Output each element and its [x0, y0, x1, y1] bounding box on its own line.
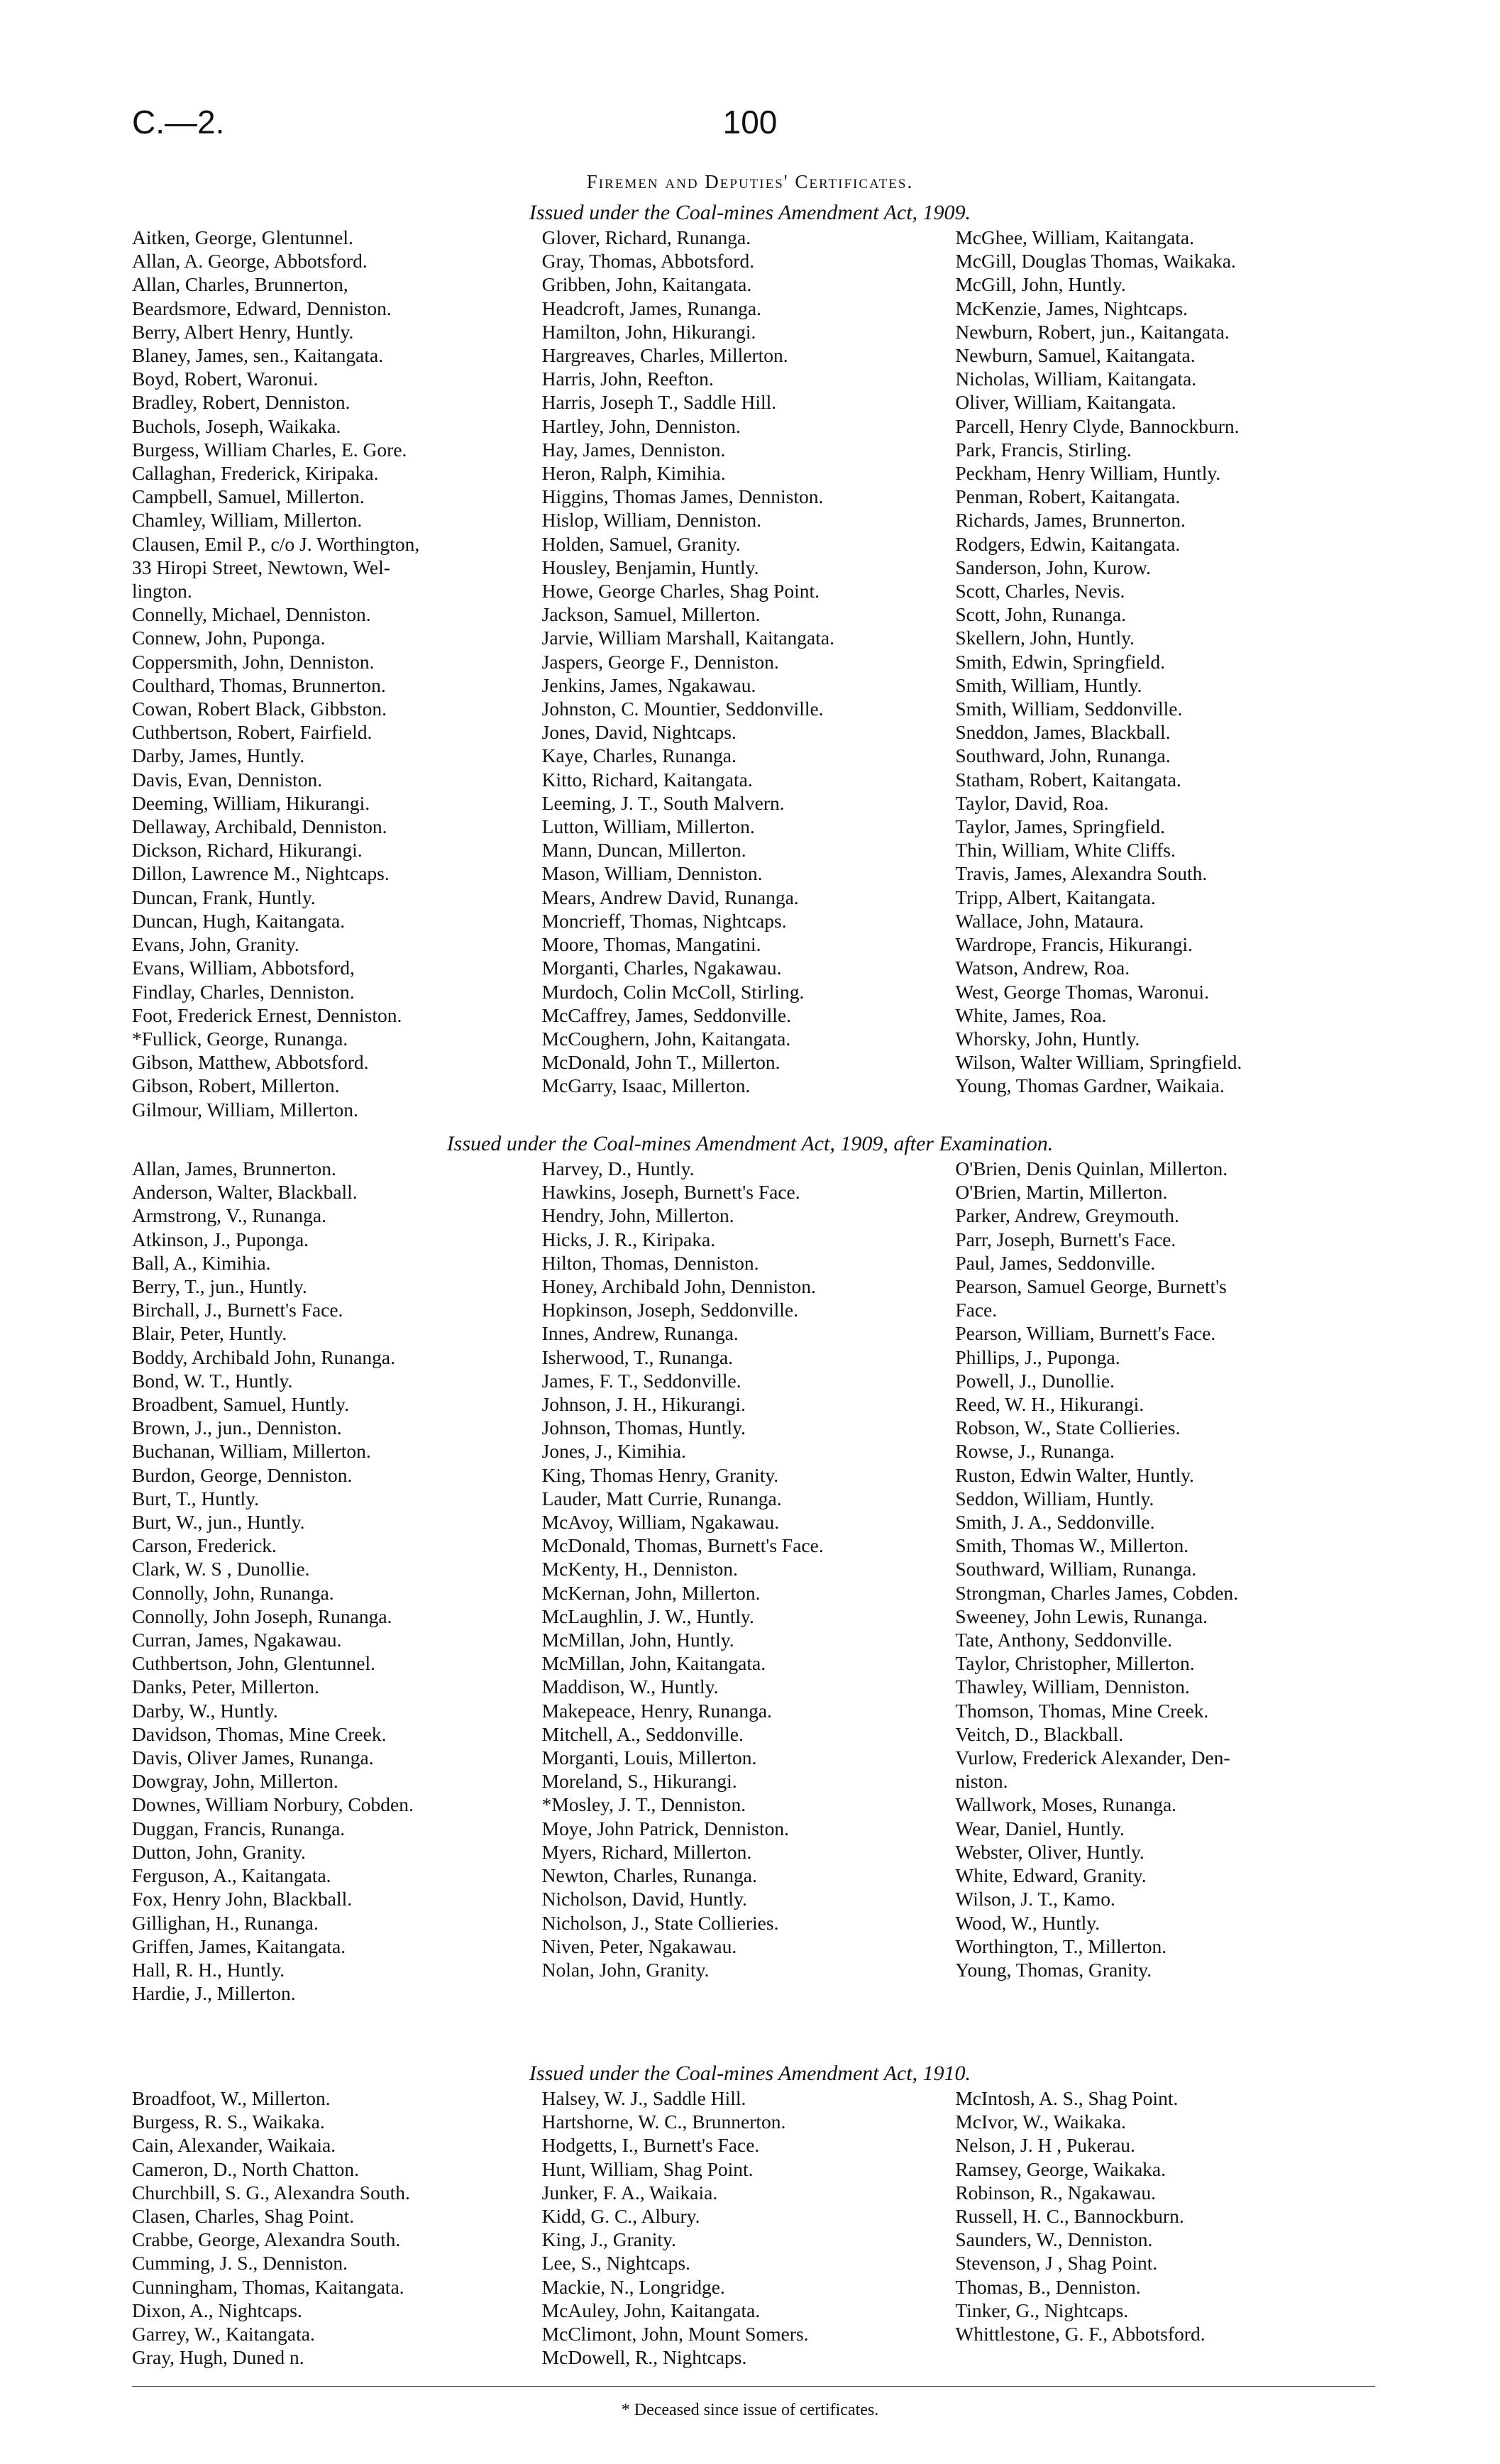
certificate-holder-entry: Thin, William, White Cliffs. — [955, 839, 1176, 862]
certificate-holder-entry: Heron, Ralph, Kimihia. — [541, 462, 726, 485]
certificate-holder-entry: Wallwork, Moses, Runanga. — [955, 1793, 1177, 1816]
certificate-holder-entry: Boddy, Archibald John, Runanga. — [132, 1346, 395, 1368]
certificate-holder-entry: Morganti, Louis, Millerton. — [541, 1747, 757, 1769]
certificate-holder-entry: Thawley, William, Denniston. — [955, 1676, 1190, 1698]
certificate-holder-entry: Hendry, John, Millerton. — [541, 1204, 734, 1227]
certificate-holder-entry: Robinson, R., Ngakawau. — [955, 2181, 1156, 2204]
certificate-holder-entry: Parcell, Henry Clyde, Bannockburn. — [955, 414, 1240, 437]
certificate-holder-entry: Isherwood, T., Runanga. — [541, 1346, 734, 1368]
certificate-holder-entry: Blair, Peter, Huntly. — [132, 1322, 287, 1345]
certificate-holder-entry: *Mosley, J. T., Denniston. — [541, 1793, 746, 1816]
certificate-holder-entry: Taylor, David, Roa. — [955, 791, 1109, 814]
certificate-holder-entry: Cumming, J. S., Denniston. — [132, 2252, 348, 2275]
certificate-holder-entry: Headcroft, James, Runanga. — [541, 297, 761, 319]
certificate-holder-entry: Blaney, James, sen., Kaitangata. — [132, 344, 384, 367]
certificate-holder-entry: Deeming, William, Hikurangi. — [132, 791, 370, 814]
name-list-column-3 — [955, 226, 1381, 1121]
certificate-holder-entry: Atkinson, J., Puponga. — [132, 1228, 309, 1250]
certificate-holder-entry: Bradley, Robert, Denniston. — [132, 391, 351, 414]
certificate-holder-entry: Higgins, Thomas James, Denniston. — [541, 485, 824, 508]
certificate-holder-entry: Nolan, John, Granity. — [541, 1958, 710, 1981]
certificate-holder-entry: Burt, W., jun., Huntly. — [132, 1511, 305, 1534]
certificate-holder-entry: Sweeney, John Lewis, Runanga. — [955, 1605, 1208, 1627]
certificate-holder-entry: Moye, John Patrick, Denniston. — [541, 1817, 789, 1839]
page-number: 100 — [722, 104, 778, 141]
certificate-holder-entry: Thomson, Thomas, Mine Creek. — [955, 1699, 1209, 1722]
certificate-holder-entry: Murdoch, Colin McColl, Stirling. — [541, 980, 805, 1003]
certificate-holder-entry: Dillon, Lawrence M., Nightcaps. — [132, 862, 390, 885]
certificate-holder-entry: Moreland, S., Hikurangi. — [541, 1770, 737, 1793]
certificate-holder-entry: Maddison, W., Huntly. — [541, 1676, 719, 1698]
certificate-holder-entry: Lee, S., Nightcaps. — [541, 2252, 690, 2275]
certificate-holder-entry: Honey, Archibald John, Denniston. — [541, 1275, 816, 1298]
certificate-holder-entry: Ball, A., Kimihia. — [132, 1251, 271, 1274]
certificate-holder-entry: Wear, Daniel, Huntly. — [955, 1817, 1125, 1839]
certificate-holder-entry: Holden, Samuel, Granity. — [541, 532, 741, 555]
certificate-holder-entry: Jarvie, William Marshall, Kaitangata. — [541, 627, 834, 649]
certificate-holder-entry: Saunders, W., Denniston. — [955, 2228, 1153, 2251]
certificate-holder-entry: Allan, A. George, Abbotsford. — [132, 250, 368, 273]
certificate-holder-entry: Hodgetts, I., Burnett's Face. — [541, 2134, 760, 2157]
certificate-holder-entry: Garrey, W., Kaitangata. — [132, 2323, 315, 2345]
certificate-holder-entry: Hardie, J., Millerton. — [132, 1982, 296, 2005]
footnote-divider — [132, 2386, 1375, 2387]
certificate-holder-entry: Davis, Evan, Denniston. — [132, 768, 323, 791]
certificate-holder-entry: Taylor, James, Springfield. — [955, 815, 1165, 838]
certificate-holder-entry: Burdon, George, Denniston. — [132, 1463, 353, 1486]
certificate-holder-entry: *Fullick, George, Runanga. — [132, 1027, 348, 1050]
certificate-holder-entry: Ferguson, A., Kaitangata. — [132, 1864, 331, 1887]
certificate-holder-entry: Gribben, John, Kaitangata. — [541, 273, 752, 296]
certificate-holder-entry: Young, Thomas, Granity. — [955, 1958, 1152, 1981]
certificate-holder-entry: Russell, H. C., Bannockburn. — [955, 2205, 1184, 2228]
certificate-holder-entry: Allan, Charles, Brunnerton, — [132, 273, 348, 296]
certificate-holder-entry: Cain, Alexander, Waikaia. — [132, 2134, 336, 2157]
certificate-holder-entry: McGarry, Isaac, Millerton. — [541, 1074, 751, 1097]
certificate-holder-entry: Dutton, John, Granity. — [132, 1840, 306, 1863]
certificate-holder-entry: Paul, James, Seddonville. — [955, 1251, 1156, 1274]
name-list-column-1 — [132, 226, 542, 1121]
certificate-holder-entry: Kaye, Charles, Runanga. — [541, 744, 737, 767]
certificate-holder-entry: Gibson, Robert, Millerton. — [132, 1074, 340, 1097]
certificate-holder-entry: Tinker, G., Nightcaps. — [955, 2299, 1129, 2321]
section-1909-examination — [132, 1157, 1381, 2005]
certificate-holder-entry: Smith, William, Huntly. — [955, 673, 1142, 696]
certificate-holder-entry: Mann, Duncan, Millerton. — [541, 839, 746, 862]
certificate-holder-entry: Davis, Oliver James, Runanga. — [132, 1747, 374, 1769]
certificate-holder-entry: Burgess, R. S., Waikaka. — [132, 2111, 325, 2133]
certificate-holder-entry: Downes, William Norbury, Cobden. — [132, 1793, 414, 1816]
certificate-holder-entry: Nelson, J. H , Pukerau. — [955, 2134, 1135, 2157]
certificate-holder-entry: Churchbill, S. G., Alexandra South. — [132, 2181, 410, 2204]
certificate-holder-entry: McLaughlin, J. W., Huntly. — [541, 1605, 754, 1627]
certificate-holder-entry: Hislop, William, Denniston. — [541, 509, 761, 532]
certificate-holder-entry: Connelly, Michael, Denniston. — [132, 603, 371, 626]
certificate-holder-entry: Howe, George Charles, Shag Point. — [541, 580, 820, 603]
certificate-holder-entry: McCoughern, John, Kaitangata. — [541, 1027, 791, 1050]
certificate-holder-entry: Danks, Peter, Millerton. — [132, 1676, 319, 1698]
certificate-holder-entry: Burt, T., Huntly. — [132, 1487, 260, 1509]
certificate-holder-entry: McGhee, William, Kaitangata. — [955, 226, 1195, 248]
certificate-holder-entry: Newburn, Samuel, Kaitangata. — [955, 344, 1196, 367]
certificate-holder-entry: Cuthbertson, John, Glentunnel. — [132, 1652, 375, 1675]
certificate-holder-entry: Coppersmith, John, Denniston. — [132, 650, 375, 673]
certificate-holder-entry: Makepeace, Henry, Runanga. — [541, 1699, 772, 1722]
certificate-holder-entry: Fox, Henry John, Blackball. — [132, 1888, 353, 1910]
certificate-holder-entry: Jackson, Samuel, Millerton. — [541, 603, 761, 626]
certificate-holder-entry: Park, Francis, Stirling. — [955, 438, 1132, 461]
certificate-holder-entry: Vurlow, Frederick Alexander, Den- — [955, 1747, 1230, 1769]
certificate-holder-entry: Tripp, Albert, Kaitangata. — [955, 886, 1156, 908]
certificate-holder-entry: King, Thomas Henry, Granity. — [541, 1463, 779, 1486]
certificate-holder-entry: Connew, John, Puponga. — [132, 627, 326, 649]
certificate-holder-entry: White, James, Roa. — [955, 1003, 1107, 1026]
certificate-holder-entry: lington. — [132, 580, 192, 603]
certificate-holder-entry: Morganti, Charles, Ngakawau. — [541, 957, 782, 979]
page-header — [0, 103, 1500, 145]
certificate-holder-entry: Duggan, Francis, Runanga. — [132, 1817, 346, 1839]
certificate-holder-entry: Travis, James, Alexandra South. — [955, 862, 1208, 885]
certificate-holder-entry: Duncan, Hugh, Kaitangata. — [132, 909, 346, 932]
certificate-holder-entry: Newton, Charles, Runanga. — [541, 1864, 757, 1887]
certificate-holder-entry: Newburn, Robert, jun., Kaitangata. — [955, 320, 1230, 343]
certificate-holder-entry: Cameron, D., North Chatton. — [132, 2157, 360, 2180]
certificate-holder-entry: Face. — [955, 1299, 998, 1321]
certificate-holder-entry: Buchanan, William, Millerton. — [132, 1440, 371, 1463]
section-1910 — [132, 2086, 1381, 2369]
certificate-holder-entry: Stevenson, J , Shag Point. — [955, 2252, 1158, 2275]
certificate-holder-entry: Harvey, D., Huntly. — [541, 1157, 695, 1179]
certificate-holder-entry: Darby, James, Huntly. — [132, 744, 305, 767]
certificate-holder-entry: Crabbe, George, Alexandra South. — [132, 2228, 401, 2251]
certificate-holder-entry: Wilson, Walter William, Springfield. — [955, 1051, 1242, 1074]
certificate-holder-entry: McDowell, R., Nightcaps. — [541, 2346, 747, 2369]
certificate-holder-entry: Tate, Anthony, Seddonville. — [955, 1629, 1172, 1651]
certificate-holder-entry: Lutton, William, Millerton. — [541, 815, 755, 838]
certificate-holder-entry: Halsey, W. J., Saddle Hill. — [541, 2087, 746, 2109]
certificate-holder-entry: McKenzie, James, Nightcaps. — [955, 297, 1188, 319]
certificate-holder-entry: Scott, John, Runanga. — [955, 603, 1126, 626]
certificate-holder-entry: Wardrope, Francis, Hikurangi. — [955, 933, 1193, 956]
certificate-holder-entry: Skellern, John, Huntly. — [955, 627, 1135, 649]
certificate-holder-entry: Niven, Peter, Ngakawau. — [541, 1935, 737, 1957]
certificate-holder-entry: Myers, Richard, Millerton. — [541, 1840, 752, 1863]
certificate-holder-entry: Findlay, Charles, Denniston. — [132, 980, 355, 1003]
certificate-holder-entry: Moore, Thomas, Mangatini. — [541, 933, 761, 956]
certificate-holder-entry: White, Edward, Granity. — [955, 1864, 1147, 1887]
certificate-holder-entry: Jaspers, George F., Denniston. — [541, 650, 779, 673]
certificate-holder-entry: Hilton, Thomas, Denniston. — [541, 1251, 759, 1274]
certificate-holder-entry: Mason, William, Denniston. — [541, 862, 763, 885]
certificate-holder-entry: King, J., Granity. — [541, 2228, 676, 2251]
certificate-holder-entry: Brown, J., jun., Denniston. — [132, 1417, 342, 1439]
certificate-holder-entry: Gilmour, William, Millerton. — [132, 1098, 358, 1121]
certificate-holder-entry: Smith, William, Seddonville. — [955, 698, 1183, 720]
certificate-holder-entry: Coulthard, Thomas, Brunnerton. — [132, 673, 386, 696]
certificate-holder-entry: Parr, Joseph, Burnett's Face. — [955, 1228, 1176, 1250]
certificate-holder-entry: Jones, J., Kimihia. — [541, 1440, 686, 1463]
section-1909 — [132, 226, 1381, 1121]
certificate-holder-entry: Carson, Frederick. — [132, 1534, 277, 1557]
certificate-holder-entry: Rowse, J., Runanga. — [955, 1440, 1115, 1463]
certificate-holder-entry: Mitchell, A., Seddonville. — [541, 1722, 744, 1745]
certificate-holder-entry: Clausen, Emil P., c/o J. Worthington, — [132, 532, 420, 555]
certificate-holder-entry: Hartshorne, W. C., Brunnerton. — [541, 2111, 786, 2133]
certificate-holder-entry: Burgess, William Charles, E. Gore. — [132, 438, 407, 461]
certificate-holder-entry: Curran, James, Ngakawau. — [132, 1629, 342, 1651]
certificate-holder-entry: Smith, Edwin, Springfield. — [955, 650, 1165, 673]
page-reference: C.—2. — [132, 104, 225, 141]
certificate-holder-entry: Leeming, J. T., South Malvern. — [541, 791, 785, 814]
section-heading-1910: Issued under the Coal-mines Amendment Act, 1910. — [529, 2062, 971, 2085]
certificate-holder-entry: Jones, David, Nightcaps. — [541, 721, 737, 744]
section-columns — [132, 226, 1381, 1121]
certificate-holder-entry: Ramsey, George, Waikaka. — [955, 2157, 1166, 2180]
certificate-holder-entry: Richards, James, Brunnerton. — [955, 509, 1186, 532]
certificate-holder-entry: Webster, Oliver, Huntly. — [955, 1840, 1145, 1863]
certificate-holder-entry: Whorsky, John, Huntly. — [955, 1027, 1140, 1050]
certificate-holder-entry: Callaghan, Frederick, Kiripaka. — [132, 462, 379, 485]
certificate-holder-entry: Evans, William, Abbotsford, — [132, 957, 355, 979]
certificate-holder-entry: McKenty, H., Denniston. — [541, 1558, 738, 1580]
footnote: * Deceased since issue of certificates. — [621, 2401, 879, 2419]
certificate-holder-entry: Watson, Andrew, Roa. — [955, 957, 1130, 979]
certificate-holder-entry: McAuley, John, Kaitangata. — [541, 2299, 761, 2321]
certificate-holder-entry: Gibson, Matthew, Abbotsford. — [132, 1051, 369, 1074]
certificate-holder-entry: Dickson, Richard, Hikurangi. — [132, 839, 363, 862]
certificate-holder-entry: Rodgers, Edwin, Kaitangata. — [955, 532, 1181, 555]
certificate-holder-entry: Pearson, Samuel George, Burnett's — [955, 1275, 1227, 1298]
certificate-holder-entry: Allan, James, Brunnerton. — [132, 1157, 336, 1179]
certificate-holder-entry: Connolly, John, Runanga. — [132, 1581, 334, 1604]
name-list-column-3 — [955, 1157, 1381, 2005]
certificate-holder-entry: Hall, R. H., Huntly. — [132, 1958, 285, 1981]
certificate-holder-entry: Mears, Andrew David, Runanga. — [541, 886, 799, 908]
certificate-holder-entry: Wilson, J. T., Kamo. — [955, 1888, 1115, 1910]
certificate-holder-entry: Mackie, N., Longridge. — [541, 2275, 725, 2298]
certificate-holder-entry: Berry, T., jun., Huntly. — [132, 1275, 307, 1298]
certificate-holder-entry: Junker, F. A., Waikaia. — [541, 2181, 718, 2204]
certificate-holder-entry: Parker, Andrew, Greymouth. — [955, 1204, 1179, 1227]
certificate-holder-entry: O'Brien, Denis Quinlan, Millerton. — [955, 1157, 1228, 1179]
certificate-holder-entry: Chamley, William, Millerton. — [132, 509, 363, 532]
certificate-holder-entry: Lauder, Matt Currie, Runanga. — [541, 1487, 782, 1509]
certificate-holder-entry: McKernan, John, Millerton. — [541, 1581, 761, 1604]
certificate-holder-entry: Foot, Frederick Ernest, Denniston. — [132, 1003, 402, 1026]
certificate-holder-entry: Aitken, George, Glentunnel. — [132, 226, 353, 248]
certificate-holder-entry: Dixon, A., Nightcaps. — [132, 2299, 302, 2321]
certificate-holder-entry: Buchols, Joseph, Waikaka. — [132, 414, 341, 437]
certificate-holder-entry: James, F. T., Seddonville. — [541, 1369, 741, 1392]
certificate-holder-entry: Campbell, Samuel, Millerton. — [132, 485, 365, 508]
certificate-holder-entry: McMillan, John, Kaitangata. — [541, 1652, 766, 1675]
certificate-holder-entry: Strongman, Charles James, Cobden. — [955, 1581, 1239, 1604]
section-heading-1909-examination: Issued under the Coal-mines Amendment Act, 1909, after Examination. — [446, 1132, 1054, 1155]
certificate-holder-entry: Penman, Robert, Kaitangata. — [955, 485, 1181, 508]
certificate-holder-entry: O'Brien, Martin, Millerton. — [955, 1181, 1168, 1204]
certificate-holder-entry: Dellaway, Archibald, Denniston. — [132, 815, 387, 838]
certificate-holder-entry: Oliver, William, Kaitangata. — [955, 391, 1176, 414]
certificate-holder-entry: McClimont, John, Mount Somers. — [541, 2323, 809, 2345]
certificate-holder-entry: Cunningham, Thomas, Kaitangata. — [132, 2275, 404, 2298]
certificate-holder-entry: Hawkins, Joseph, Burnett's Face. — [541, 1181, 800, 1204]
certificate-holder-entry: West, George Thomas, Waronui. — [955, 980, 1209, 1003]
certificate-holder-entry: Hargreaves, Charles, Millerton. — [541, 344, 788, 367]
certificate-holder-entry: Birchall, J., Burnett's Face. — [132, 1299, 343, 1321]
certificate-holder-entry: Sanderson, John, Kurow. — [955, 556, 1151, 578]
certificate-holder-entry: Pearson, William, Burnett's Face. — [955, 1322, 1216, 1345]
certificate-holder-entry: Housley, Benjamin, Huntly. — [541, 556, 759, 578]
certificate-holder-entry: Armstrong, V., Runanga. — [132, 1204, 326, 1227]
certificate-holder-entry: Hunt, William, Shag Point. — [541, 2157, 754, 2180]
certificate-holder-entry: Jenkins, James, Ngakawau. — [541, 673, 756, 696]
certificate-holder-entry: Harris, Joseph T., Saddle Hill. — [541, 391, 777, 414]
section-columns — [132, 1157, 1381, 2005]
certificate-holder-entry: Southward, John, Runanga. — [955, 744, 1171, 767]
certificate-holder-entry: McMillan, John, Huntly. — [541, 1629, 734, 1651]
certificate-holder-entry: Nicholson, David, Huntly. — [541, 1888, 747, 1910]
certificate-holder-entry: Powell, J., Dunollie. — [955, 1369, 1115, 1392]
name-list-column-2 — [542, 226, 956, 1121]
certificate-holder-entry: Smith, Thomas W., Millerton. — [955, 1534, 1189, 1557]
name-list-column-1 — [132, 2086, 542, 2369]
certificate-holder-entry: Thomas, B., Denniston. — [955, 2275, 1141, 2298]
certificate-holder-entry: Young, Thomas Gardner, Waikaia. — [955, 1074, 1225, 1097]
certificate-holder-entry: Moncrieff, Thomas, Nightcaps. — [541, 909, 787, 932]
certificate-holder-entry: Gillighan, H., Runanga. — [132, 1911, 319, 1934]
certificate-holder-entry: Veitch, D., Blackball. — [955, 1722, 1124, 1745]
certificate-holder-entry: Bond, W. T., Huntly. — [132, 1369, 293, 1392]
certificate-holder-entry: Hicks, J. R., Kiripaka. — [541, 1228, 716, 1250]
certificate-holder-entry: Anderson, Walter, Blackball. — [132, 1181, 358, 1204]
certificate-holder-entry: McDonald, Thomas, Burnett's Face. — [541, 1534, 824, 1557]
certificate-holder-entry: McGill, John, Huntly. — [955, 273, 1126, 296]
name-list-column-3 — [955, 2086, 1381, 2369]
certificate-holder-entry: Innes, Andrew, Runanga. — [541, 1322, 739, 1345]
name-list-column-2 — [542, 1157, 956, 2005]
certificate-holder-entry: Ruston, Edwin Walter, Huntly. — [955, 1463, 1194, 1486]
certificate-holder-entry: Harris, John, Reefton. — [541, 368, 714, 390]
certificate-holder-entry: Sneddon, James, Blackball. — [955, 721, 1171, 744]
certificate-holder-entry: McGill, Douglas Thomas, Waikaka. — [955, 250, 1236, 273]
certificate-holder-entry: Johnson, J. H., Hikurangi. — [541, 1393, 746, 1416]
certificate-holder-entry: Kitto, Richard, Kaitangata. — [541, 768, 753, 791]
section-columns — [132, 2086, 1381, 2369]
certificate-holder-entry: McIvor, W., Waikaka. — [955, 2111, 1126, 2133]
certificate-holder-entry: McAvoy, William, Ngakawau. — [541, 1511, 780, 1534]
certificate-holder-entry: Whittlestone, G. F., Abbotsford. — [955, 2323, 1206, 2345]
certificate-holder-entry: Connolly, John Joseph, Runanga. — [132, 1605, 392, 1627]
certificate-holder-entry: Hopkinson, Joseph, Seddonville. — [541, 1299, 798, 1321]
certificate-holder-entry: Glover, Richard, Runanga. — [541, 226, 751, 248]
certificate-holder-entry: Duncan, Frank, Huntly. — [132, 886, 316, 908]
certificate-holder-entry: Clark, W. S , Dunollie. — [132, 1558, 310, 1580]
certificate-holder-entry: Gray, Thomas, Abbotsford. — [541, 250, 755, 273]
certificate-holder-entry: Nicholson, J., State Collieries. — [541, 1911, 779, 1934]
certificate-holder-entry: Broadfoot, W., Millerton. — [132, 2087, 331, 2109]
certificate-holder-entry: Johnston, C. Mountier, Seddonville. — [541, 698, 824, 720]
certificate-holder-entry: Scott, Charles, Nevis. — [955, 580, 1125, 603]
certificate-holder-entry: Beardsmore, Edward, Denniston. — [132, 297, 392, 319]
certificate-holder-entry: Evans, John, Granity. — [132, 933, 299, 956]
certificate-holder-entry: Griffen, James, Kaitangata. — [132, 1935, 346, 1957]
certificate-holder-entry: Dowgray, John, Millerton. — [132, 1770, 338, 1793]
certificate-holder-entry: McIntosh, A. S., Shag Point. — [955, 2087, 1179, 2109]
certificate-holder-entry: Darby, W., Huntly. — [132, 1699, 278, 1722]
document-title: Firemen and Deputies' Certificates. — [586, 171, 914, 192]
certificate-holder-entry: Wallace, John, Mataura. — [955, 909, 1145, 932]
certificate-holder-entry: Gray, Hugh, Duned n. — [132, 2346, 304, 2369]
certificate-holder-entry: Johnson, Thomas, Huntly. — [541, 1417, 746, 1439]
certificate-holder-entry: Berry, Albert Henry, Huntly. — [132, 320, 354, 343]
certificate-holder-entry: Davidson, Thomas, Mine Creek. — [132, 1722, 387, 1745]
name-list-column-1 — [132, 1157, 542, 2005]
certificate-holder-entry: Taylor, Christopher, Millerton. — [955, 1652, 1195, 1675]
certificate-holder-entry: Worthington, T., Millerton. — [955, 1935, 1167, 1957]
certificate-holder-entry: Hay, James, Denniston. — [541, 438, 726, 461]
certificate-holder-entry: Southward, William, Runanga. — [955, 1558, 1197, 1580]
certificate-holder-entry: Phillips, J., Puponga. — [955, 1346, 1120, 1368]
certificate-holder-entry: McDonald, John T., Millerton. — [541, 1051, 781, 1074]
certificate-holder-entry: Cuthbertson, Robert, Fairfield. — [132, 721, 373, 744]
certificate-holder-entry: Nicholas, William, Kaitangata. — [955, 368, 1197, 390]
certificate-holder-entry: McCaffrey, James, Seddonville. — [541, 1003, 791, 1026]
certificate-holder-entry: Reed, W. H., Hikurangi. — [955, 1393, 1145, 1416]
certificate-holder-entry: Broadbent, Samuel, Huntly. — [132, 1393, 350, 1416]
certificate-holder-entry: Robson, W., State Collieries. — [955, 1417, 1181, 1439]
certificate-holder-entry: Boyd, Robert, Waronui. — [132, 368, 319, 390]
section-heading-1909: Issued under the Coal-mines Amendment Act, 1909. — [529, 201, 971, 224]
certificate-holder-entry: Statham, Robert, Kaitangata. — [955, 768, 1181, 791]
name-list-column-2 — [542, 2086, 956, 2369]
certificate-holder-entry: Cowan, Robert Black, Gibbston. — [132, 698, 387, 720]
certificate-holder-entry: Wood, W., Huntly. — [955, 1911, 1101, 1934]
certificate-holder-entry: Seddon, William, Huntly. — [955, 1487, 1154, 1509]
certificate-holder-entry: Hartley, John, Denniston. — [541, 414, 741, 437]
certificate-holder-entry: Smith, J. A., Seddonville. — [955, 1511, 1155, 1534]
certificate-holder-entry: Hamilton, John, Hikurangi. — [541, 320, 756, 343]
certificate-holder-entry: Kidd, G. C., Albury. — [541, 2205, 700, 2228]
certificate-holder-entry: 33 Hiropi Street, Newtown, Wel- — [132, 556, 390, 578]
certificate-holder-entry: niston. — [955, 1770, 1008, 1793]
certificate-holder-entry: Clasen, Charles, Shag Point. — [132, 2205, 355, 2228]
certificate-holder-entry: Peckham, Henry William, Huntly. — [955, 462, 1221, 485]
